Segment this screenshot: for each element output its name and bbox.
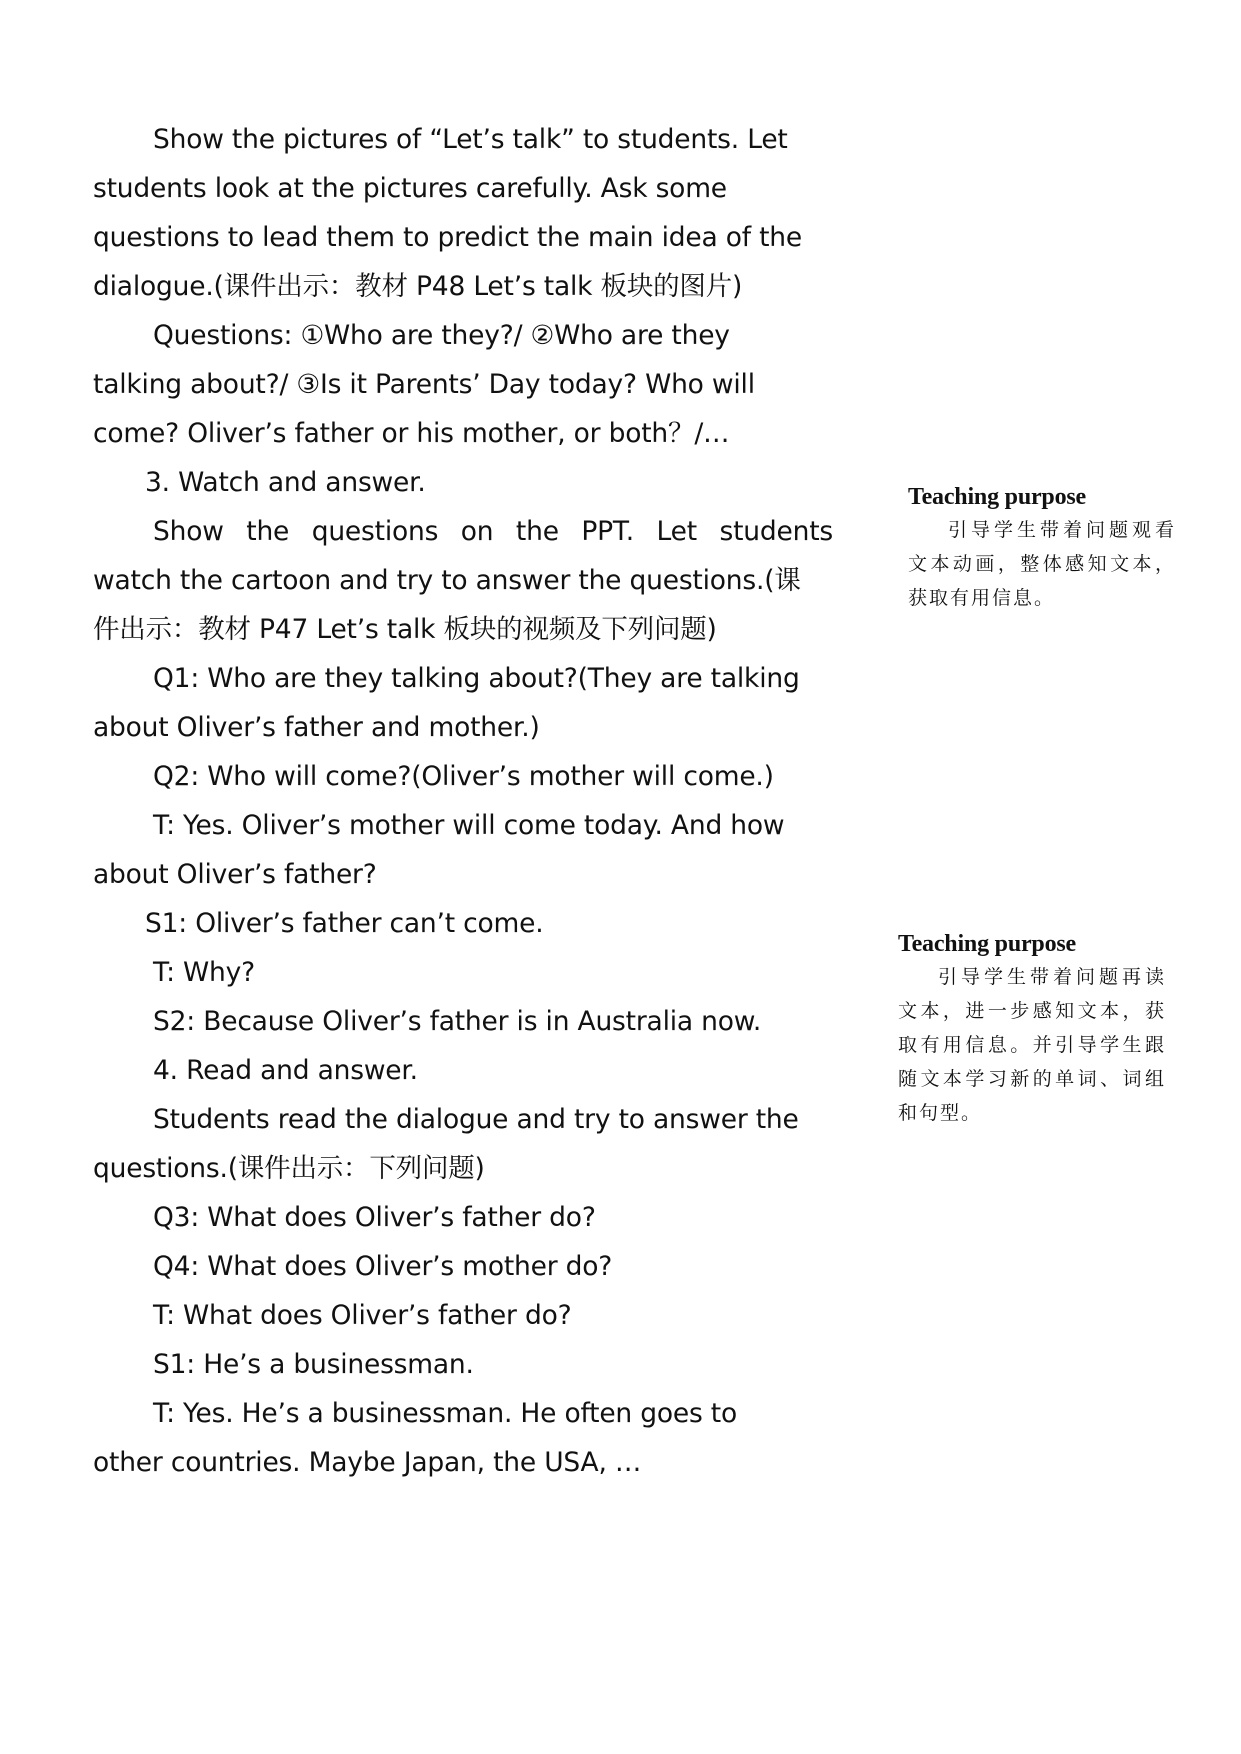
text-line: Q2: Who will come?(Oliver’s mother will come.) [153, 761, 774, 792]
text-line: T: Yes. He’s a businessman. He often goes to [153, 1398, 738, 1429]
text-line: S1: Oliver’s father can’t come. [145, 908, 544, 939]
section-heading: 4. Read and answer. [153, 1055, 418, 1086]
text-line: talking about?/ ③Is it Parents’ Day today? Who will [93, 369, 755, 400]
note-body: 引导学生带着问题观看文本动画，整体感知文本，获取有用信息。 [908, 519, 1176, 609]
text-line: Questions: ①Who are they?/ ②Who are they [153, 320, 730, 351]
text-line: about Oliver’s father and mother.) [93, 712, 540, 743]
text-line: S2: Because Oliver’s father is in Australia now. [153, 1006, 762, 1037]
text-line: watch the cartoon and try to answer the questions.(课 [93, 565, 801, 596]
text-line: Show the pictures of “Let’s talk” to students. Let [153, 124, 788, 155]
text-line: T: Why? [153, 957, 255, 988]
text-line: students look at the pictures carefully. Ask some [93, 173, 727, 204]
text-line: T: Yes. Oliver’s mother will come today. And how [153, 810, 785, 841]
note-body: 引导学生带着问题再读文本，进一步感知文本，获取有用信息。并引导学生跟随文本学习新的单词、词组和句型。 [898, 966, 1166, 1124]
text-line: 件出示：教材 P47 Let’s talk 板块的视频及下列问题) [93, 614, 717, 645]
section-heading: 3. Watch and answer. [145, 467, 426, 498]
text-line: questions to lead them to predict the main idea of the [93, 222, 803, 253]
text-line: Students read the dialogue and try to answer the [153, 1104, 799, 1135]
text-line: about Oliver’s father? [93, 859, 377, 890]
note-title: Teaching purpose [908, 484, 1086, 510]
text-line: come? Oliver’s father or his mother, or both？/… [93, 418, 730, 449]
text-line: questions.(课件出示：下列问题) [93, 1153, 485, 1184]
text-line: Q1: Who are they talking about?(They are talking [153, 663, 800, 694]
note-title: Teaching purpose [898, 931, 1076, 957]
text-line: Show the questions on the PPT. Let students [153, 516, 833, 547]
teaching-purpose-note [898, 928, 1166, 1130]
text-line: T: What does Oliver’s father do? [153, 1300, 572, 1331]
teaching-purpose-note [908, 481, 1176, 615]
text-line: S1: He’s a businessman. [153, 1349, 474, 1380]
text-line: Q4: What does Oliver’s mother do? [153, 1251, 613, 1282]
lesson-procedure-text [93, 115, 833, 1487]
text-line: dialogue.(课件出示：教材 P48 Let’s talk 板块的图片) [93, 271, 743, 302]
text-line: Q3: What does Oliver’s father do? [153, 1202, 596, 1233]
text-line: other countries. Maybe Japan, the USA, … [93, 1447, 642, 1478]
